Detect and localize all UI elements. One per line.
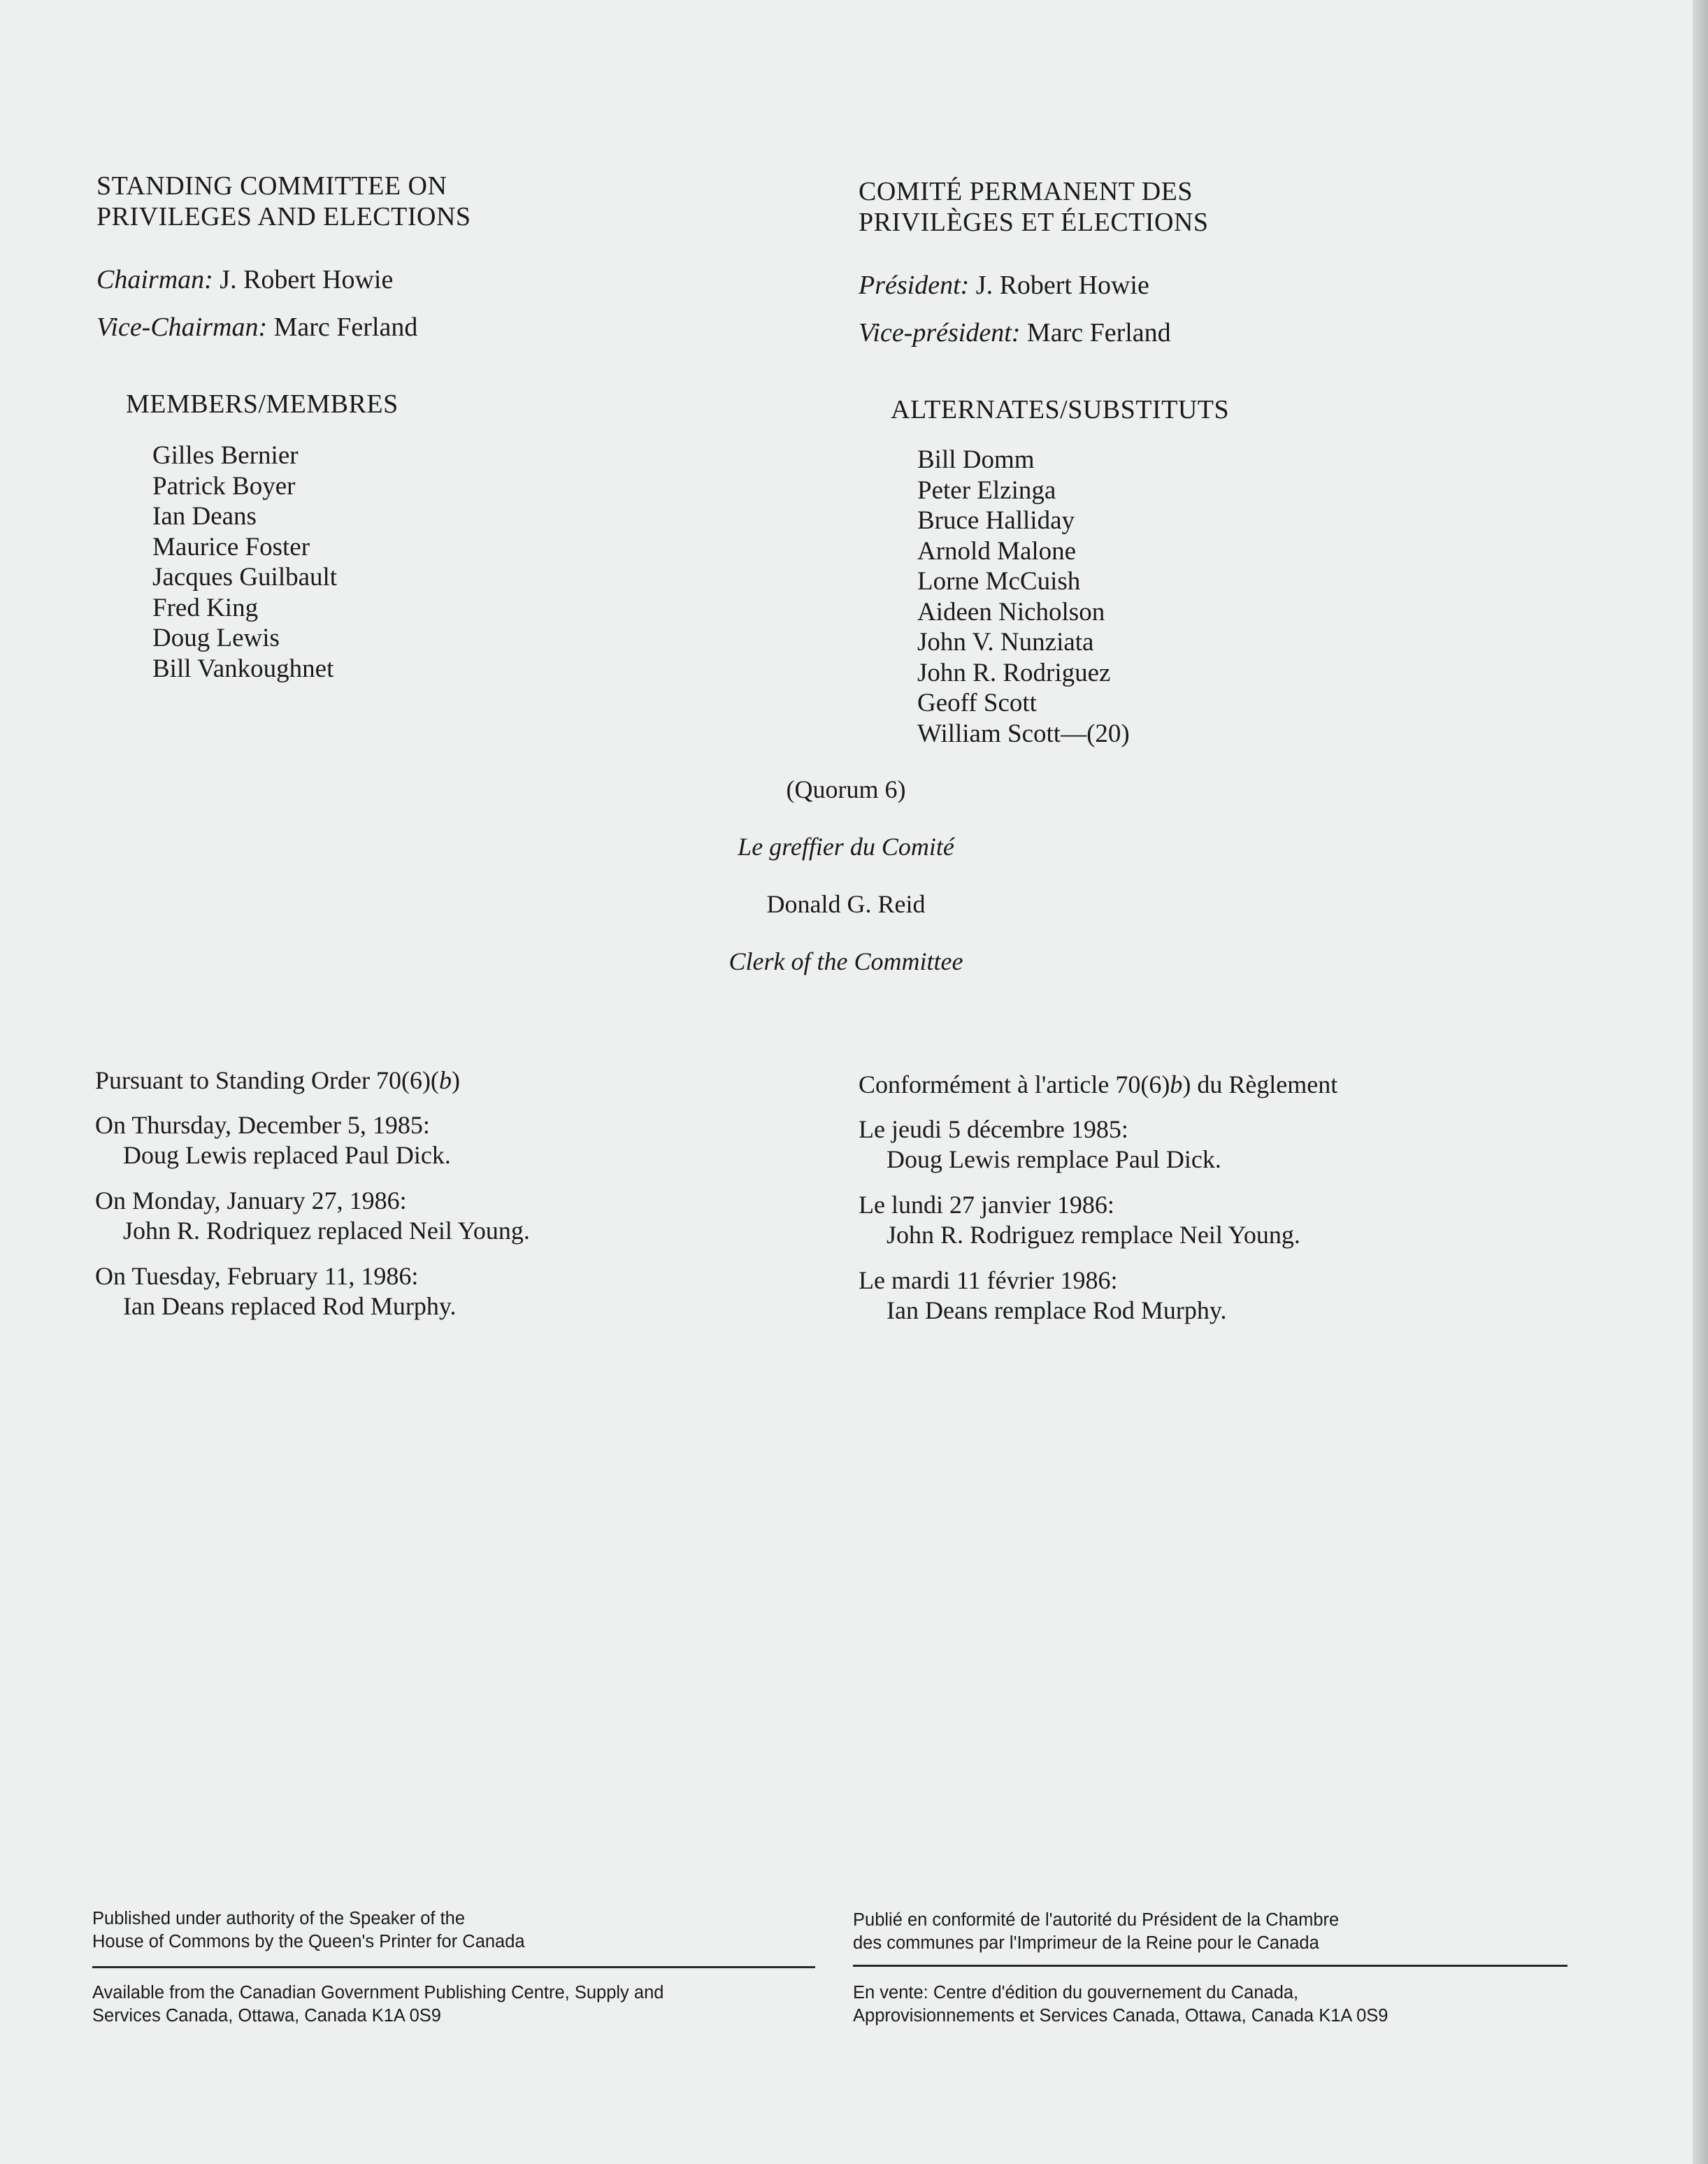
page-edge-shadow	[1693, 0, 1708, 2164]
alternate-name: Geoff Scott	[917, 689, 1037, 717]
substitution-fr-2	[859, 1190, 1300, 1250]
substitution-date: On Monday, January 27, 1986:	[95, 1187, 407, 1214]
president-label: Président:	[859, 271, 970, 300]
substitution-date: Le lundi 27 janvier 1986:	[859, 1191, 1114, 1219]
alternate-name: John R. Rodriguez	[917, 658, 1111, 687]
committee-title-en: STANDING COMMITTEE ON PRIVILEGES AND ELECTIONS	[96, 171, 471, 231]
substitution-date: Le jeudi 5 décembre 1985:	[859, 1115, 1128, 1143]
substitution-en-3	[95, 1261, 457, 1321]
substitution-en-1	[95, 1110, 451, 1170]
substitution-date: On Thursday, December 5, 1985:	[95, 1111, 430, 1139]
publisher-notice-en: Published under authority of the Speaker of the House of Commons by the Queen's Printer for Canada	[92, 1909, 525, 1951]
chairman-line	[96, 264, 824, 295]
alternates-title: ALTERNATES/SUBSTITUTS	[891, 395, 1230, 424]
member-name: Bill Vankoughnet	[152, 654, 334, 683]
president-line	[859, 270, 1586, 301]
publisher-notice-fr: Publié en conformité de l'autorité du Président de la Chambre des communes par l'Imprimeur de la Reine pour le Canada	[853, 1910, 1340, 1953]
alternates-list	[917, 445, 1130, 749]
substitution-change: Ian Deans replaced Rod Murphy.	[123, 1292, 457, 1320]
member-name: Maurice Foster	[152, 532, 310, 561]
substitution-change: Doug Lewis replaced Paul Dick.	[123, 1141, 451, 1169]
chairman-label: Chairman:	[96, 265, 213, 294]
quorum: (Quorum 6)	[786, 775, 906, 803]
alternate-name: Peter Elzinga	[917, 475, 1056, 505]
substitution-en-2	[95, 1186, 530, 1246]
availability-notice-fr: En vente: Centre d'édition du gouvernement du Canada, Approvisionnements et Services Canada, Ottawa, Canada K1A 0S9	[853, 1983, 1388, 2026]
alternate-name: John V. Nunziata	[917, 628, 1094, 657]
vice-chairman-name: Marc Ferland	[273, 313, 418, 342]
alternate-name: Bill Domm	[917, 445, 1035, 474]
right-header-block	[859, 176, 1586, 348]
vice-president-line	[859, 317, 1586, 348]
member-name: Fred King	[152, 593, 259, 622]
vice-president-label: Vice-président:	[859, 318, 1021, 347]
alternate-name: Bruce Halliday	[917, 506, 1075, 535]
left-header-block	[96, 171, 824, 343]
members-title: MEMBERS/MEMBRES	[126, 389, 399, 419]
substitution-change: Ian Deans remplace Rod Murphy.	[887, 1296, 1227, 1324]
footer-divider-left	[92, 1966, 815, 1968]
footer-divider-right	[853, 1965, 1567, 1967]
substitution-fr-1	[859, 1115, 1221, 1175]
member-name: Doug Lewis	[152, 624, 280, 652]
order-reference-fr: Conformément à l'article 70(6)b) du Règlement	[859, 1070, 1338, 1098]
vice-chairman-line	[96, 312, 824, 343]
vice-president-name: Marc Ferland	[1026, 318, 1171, 347]
alternate-name: Lorne McCuish	[917, 567, 1081, 596]
clerk-label-en: Clerk of the Committee	[729, 947, 963, 975]
chairman-name: J. Robert Howie	[220, 265, 394, 294]
president-name: J. Robert Howie	[975, 271, 1149, 300]
alternate-name: Arnold Malone	[917, 536, 1077, 566]
substitution-change: John R. Rodriguez remplace Neil Young.	[887, 1221, 1300, 1249]
member-name: Patrick Boyer	[152, 471, 296, 501]
alternate-name: William Scott—(20)	[917, 719, 1130, 748]
vice-chairman-label: Vice-Chairman:	[96, 313, 268, 342]
substitution-change: Doug Lewis remplace Paul Dick.	[887, 1145, 1221, 1173]
committee-title-fr: COMITÉ PERMANENT DES PRIVILÈGES ET ÉLECTIONS	[859, 177, 1209, 237]
members-list	[152, 440, 337, 684]
substitution-date: Le mardi 11 février 1986:	[859, 1266, 1118, 1294]
substitution-fr-3	[859, 1266, 1227, 1326]
member-name: Gilles Bernier	[152, 441, 299, 470]
clerk-label-fr: Le greffier du Comité	[738, 833, 954, 861]
member-name: Jacques Guilbault	[152, 563, 338, 592]
order-reference-en: Pursuant to Standing Order 70(6)(b)	[95, 1066, 460, 1094]
availability-notice-en: Available from the Canadian Government Publishing Centre, Supply and Services Canada, Ottawa, Canada K1A 0S9	[92, 1983, 664, 2026]
substitution-change: John R. Rodriquez replaced Neil Young.	[123, 1217, 530, 1245]
substitution-date: On Tuesday, February 11, 1986:	[95, 1262, 419, 1290]
clerk-name: Donald G. Reid	[766, 890, 926, 918]
alternate-name: Aideen Nicholson	[917, 597, 1105, 626]
member-name: Ian Deans	[152, 502, 257, 531]
